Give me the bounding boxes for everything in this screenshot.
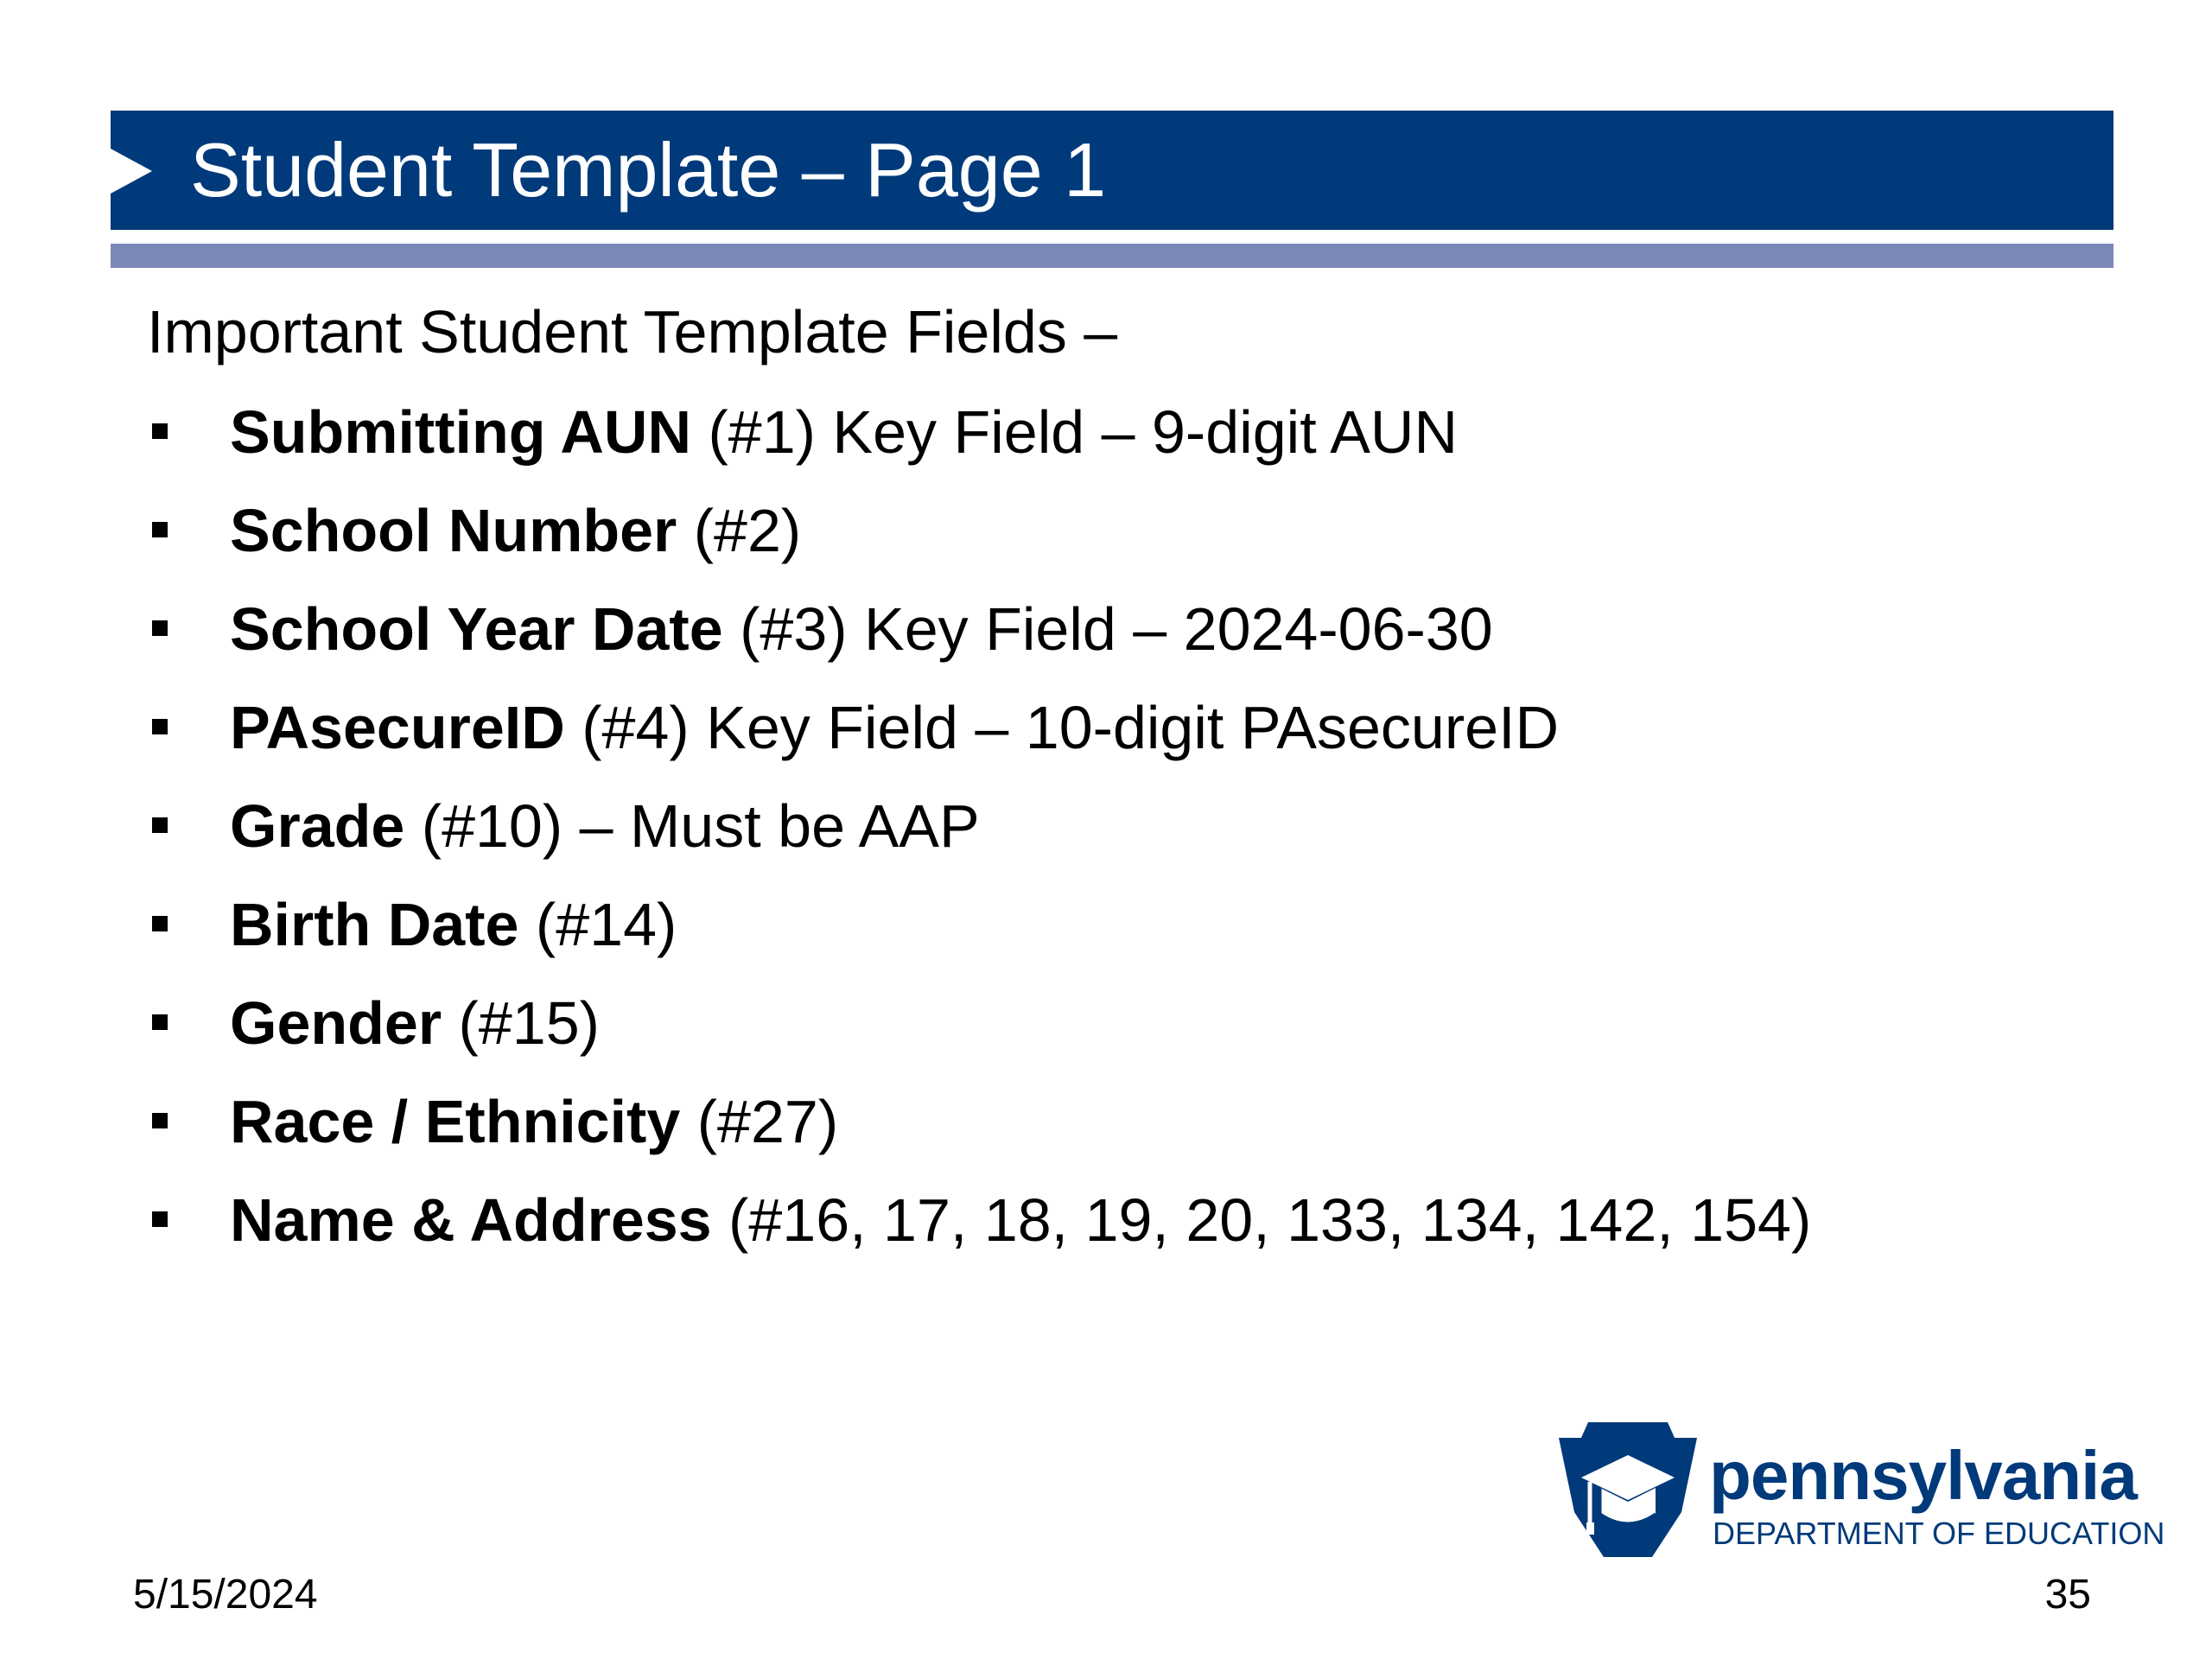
field-text [230, 988, 600, 1058]
title-underline [111, 244, 2113, 268]
pa-education-logo [1555, 1417, 2165, 1564]
footer-date: 5/15/2024 [133, 1572, 318, 1618]
field-detail: (#15) [442, 989, 600, 1057]
logo-subtitle: DEPARTMENT OF EDUCATION [1713, 1516, 2165, 1551]
field-detail: (#27) [680, 1088, 839, 1155]
field-detail: (#16, 17, 18, 19, 20, 133, 134, 142, 154) [711, 1186, 1812, 1254]
field-text [230, 1087, 838, 1156]
field-detail: (#10) – Must be AAP [404, 792, 980, 860]
bullet-icon [152, 1014, 168, 1030]
bullet-icon [152, 719, 168, 734]
bullet-icon [152, 916, 168, 931]
slide-title: Student Template – Page 1 [190, 127, 1107, 213]
bullet-icon [152, 423, 168, 439]
field-detail: (#14) [518, 891, 677, 958]
title-arrow-icon [111, 149, 152, 194]
field-text [230, 397, 1458, 467]
field-name: Birth Date [230, 891, 519, 958]
logo-wordmark: pennsylvania [1709, 1437, 2137, 1514]
bullet-icon [152, 817, 168, 833]
field-detail: (#1) Key Field – 9-digit AUN [691, 398, 1459, 466]
intro-text: Important Student Template Fields – [147, 298, 1118, 365]
bullet-icon [152, 1113, 168, 1128]
field-detail: (#2) [677, 497, 802, 564]
bullet-icon [152, 522, 168, 537]
page-number: 35 [2044, 1572, 2091, 1618]
keystone-graduation-cap-icon [1555, 1417, 1700, 1564]
field-name: Grade [230, 792, 405, 860]
field-text [230, 693, 1559, 762]
field-text [230, 791, 980, 861]
field-name: School Year Date [230, 595, 723, 663]
field-text [230, 496, 801, 565]
bullet-icon [152, 1211, 168, 1227]
field-detail: (#4) Key Field – 10-digit PAsecureID [564, 694, 1560, 761]
field-detail: (#3) Key Field – 2024-06-30 [722, 595, 1493, 663]
field-text [230, 594, 1493, 664]
field-name: Gender [230, 989, 442, 1057]
field-name: PAsecureID [230, 694, 565, 761]
field-name: Submitting AUN [230, 398, 691, 466]
field-name: School Number [230, 497, 677, 564]
field-name: Race / Ethnicity [230, 1088, 681, 1155]
field-name: Name & Address [230, 1186, 712, 1254]
bullet-icon [152, 620, 168, 636]
slide-title-bar [111, 111, 2113, 230]
field-text [230, 890, 677, 959]
field-text [230, 1185, 1811, 1255]
